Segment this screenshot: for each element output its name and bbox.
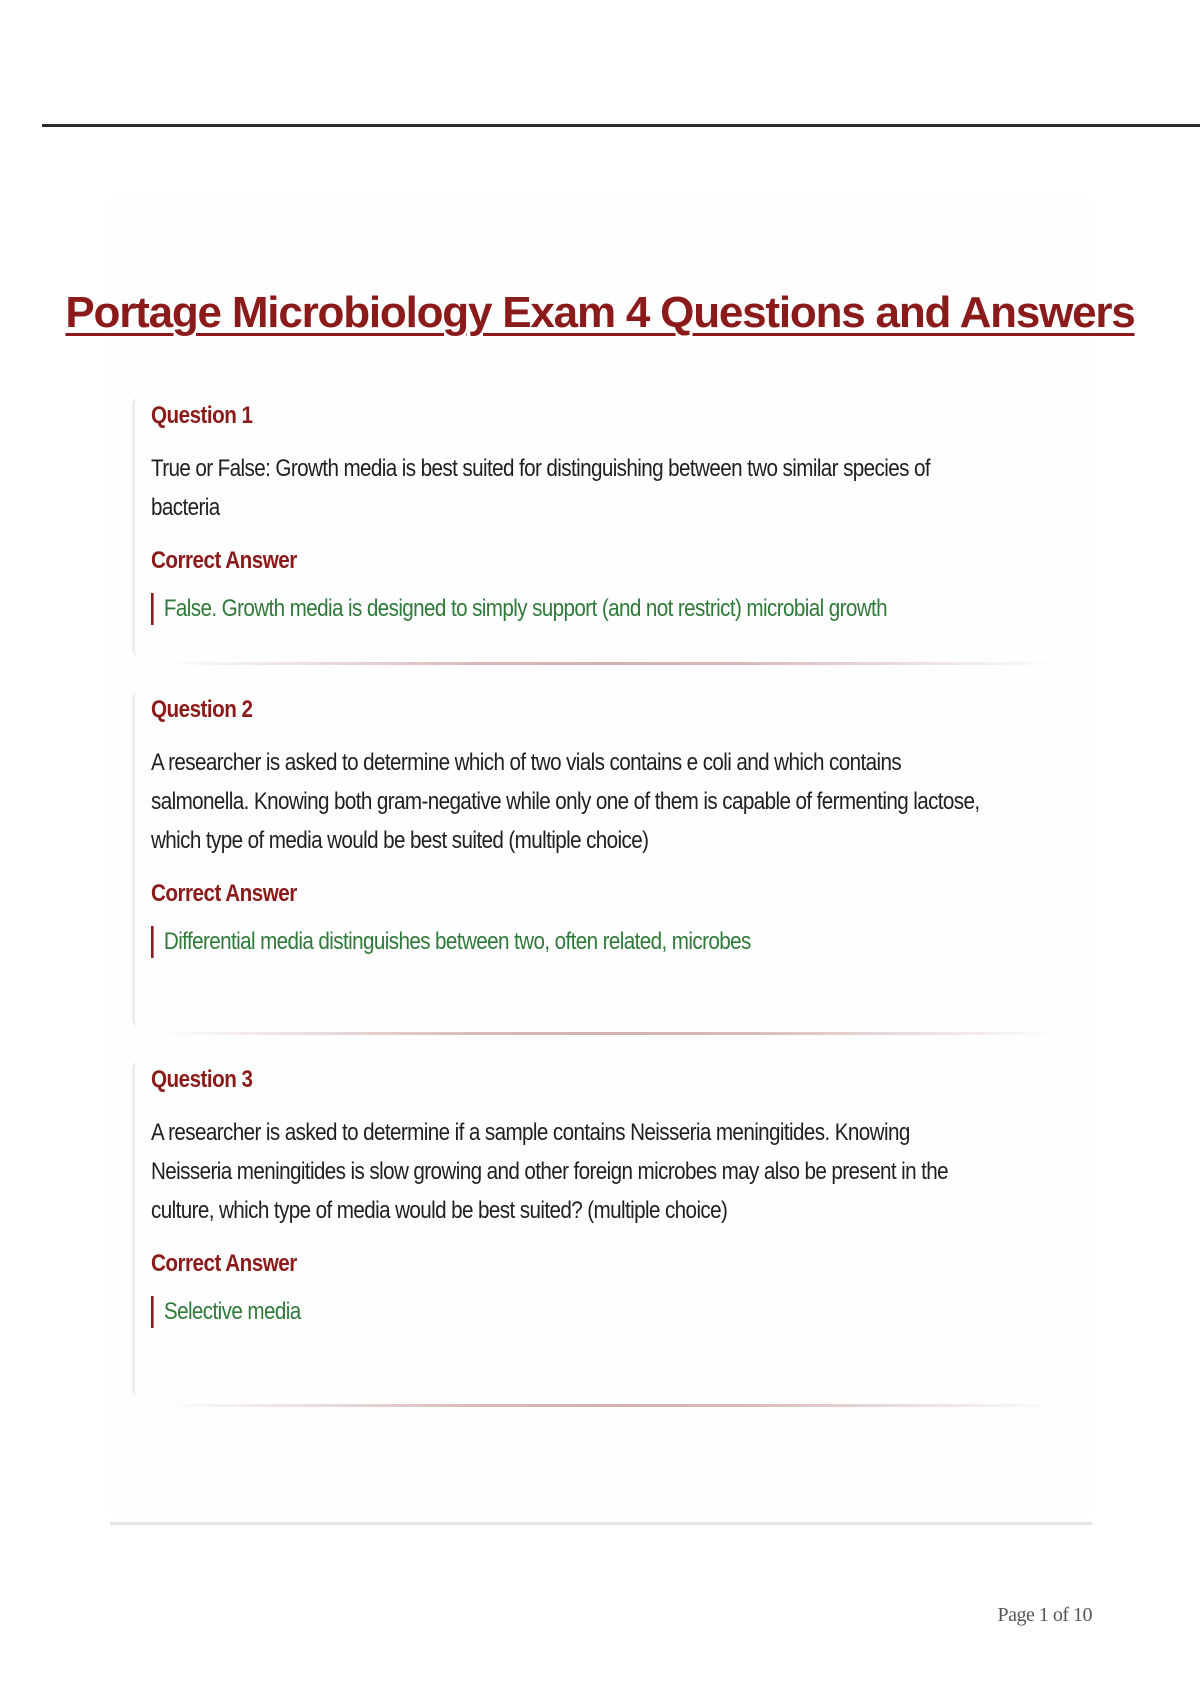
correct-answer-label: Correct Answer [151,1250,297,1277]
question-text: True or False: Growth media is best suited for distinguishing between two similar species of bacteria [151,455,930,521]
card-divider [160,662,1060,665]
correct-answer-label: Correct Answer [151,880,297,907]
question-label: Question 1 [151,402,253,429]
question-card-3 [132,1062,1062,1396]
top-rule [42,124,1200,127]
bottom-rule [110,1522,1092,1525]
document-title: Portage Microbiology Exam 4 Questions and Answers [65,288,1135,337]
correct-answer: Differential media distinguishes between two, often related, microbes [151,926,934,958]
correct-answer: Selective media [151,1296,934,1328]
card-divider [160,1032,1060,1035]
card-divider [160,1404,1060,1407]
correct-answer: False. Growth media is designed to simply support (and not restrict) microbial growth [151,593,934,625]
question-text: A researcher is asked to determine if a sample contains Neisseria meningitides. Knowing Neisseria meningitides is slow growing and other foreign microbes may also be present in the culture, which type of media would be best suited? (multiple choice) [151,1119,949,1224]
correct-answer-label: Correct Answer [151,547,297,574]
question-text: A researcher is asked to determine which of two vials contains e coli and which contains salmonella. Knowing both gram-negative while only one of them is capable of fermenting lactose, which type of media would be best suited (multiple choice) [151,749,980,854]
question-label: Question 2 [151,696,253,723]
page-number: Page 1 of 10 [997,1604,1092,1626]
question-label: Question 3 [151,1066,253,1093]
question-card-1 [132,398,1062,656]
question-card-2 [132,692,1062,1026]
